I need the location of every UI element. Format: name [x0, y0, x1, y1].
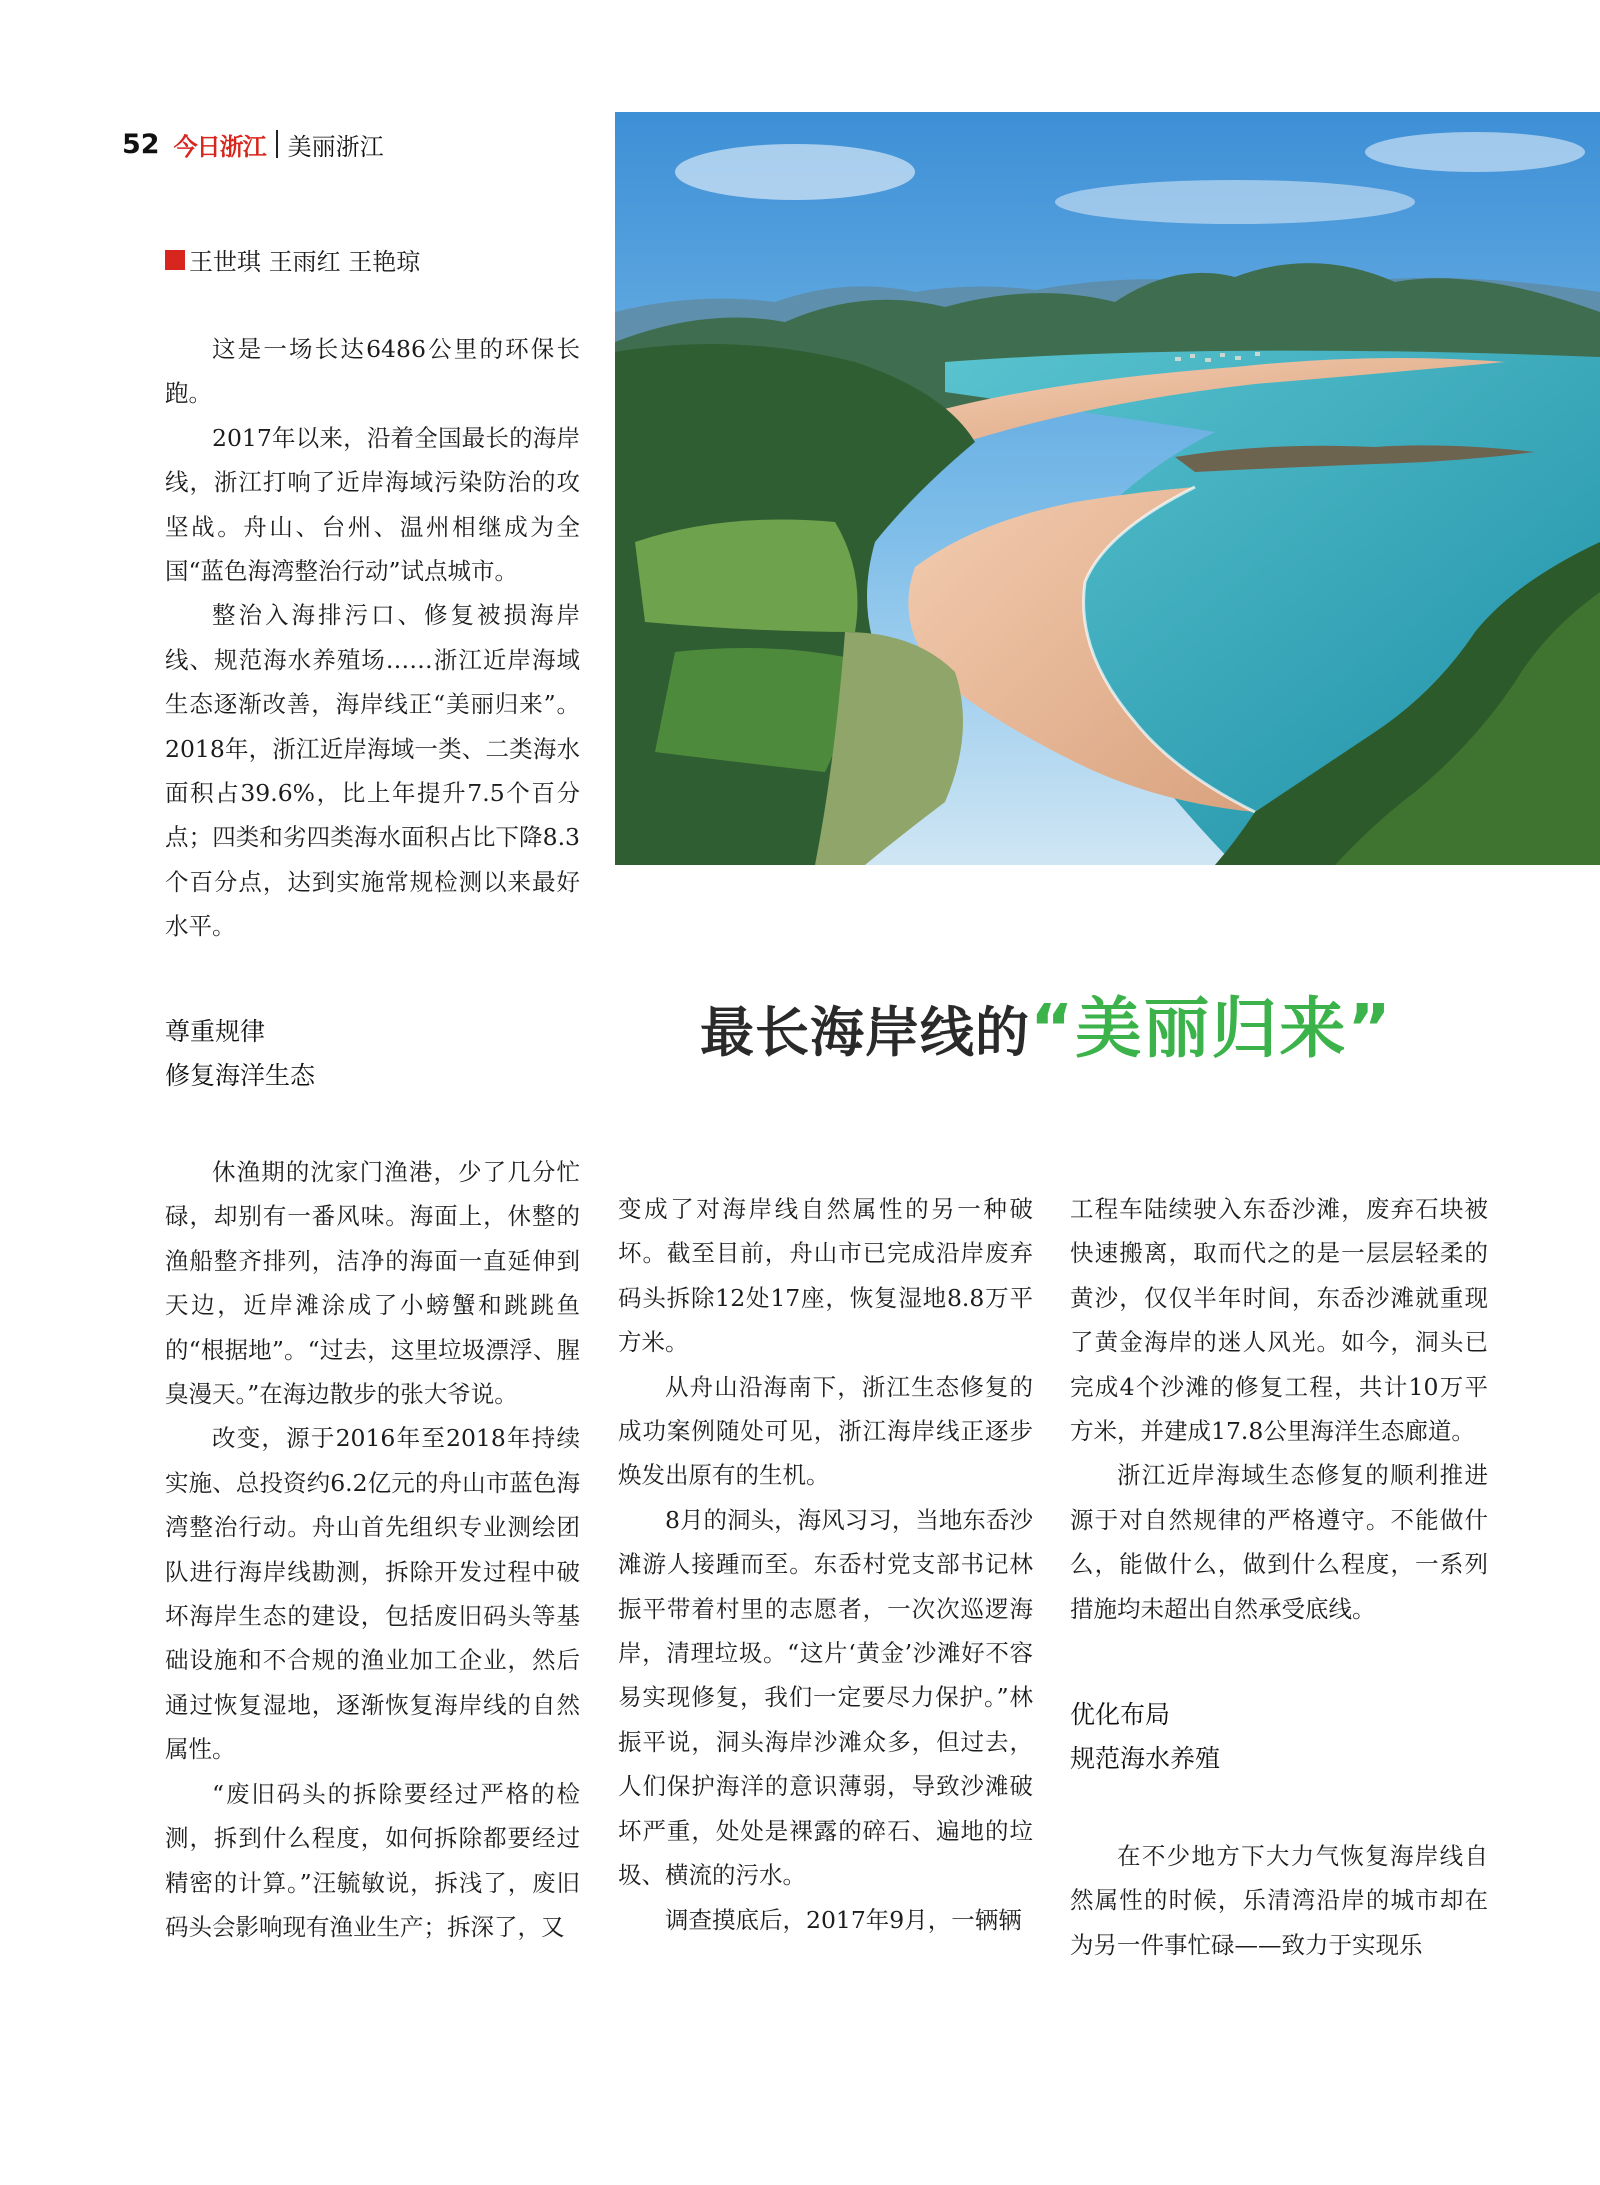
body-paragraph: 改变，源于2016年至2018年持续实施、总投资约6.2亿元的舟山市蓝色海湾整治行动。舟山首先组织专业测绘团队进行海岸线勘测，拆除开发过程中破坏海岸生态的建设，包括废旧码头等基础设施和不合规的渔业加工企业，然后通过恢复湿地，逐渐恢复海岸线的自然属性。 [165, 1424, 580, 1764]
intro-paragraph: 整治入海排污口、修复被损海岸线、规范海水养殖场……浙江近岸海域生态逐渐改善，海岸线正“美丽归来”。2018年，浙江近岸海域一类、二类海水面积占39.6%，比上年提升7.5个百分点；四类和劣四类海水面积占比下降8.3个百分点，达到实施常规检测以来最好水平。 [165, 601, 580, 941]
body-paragraph: 调查摸底后，2017年9月，一辆辆 [665, 1905, 1022, 1934]
byline-marker-icon [165, 250, 185, 270]
coastline-photo [615, 112, 1600, 865]
page-number: 52 [122, 128, 160, 160]
intro-paragraph: 这是一场长达6486公里的环保长跑。 [165, 335, 580, 408]
magazine-logo: 今日浙江 [173, 131, 266, 161]
column-3-body [1070, 1187, 1488, 1631]
section-name: 美丽浙江 [287, 132, 384, 161]
body-paragraph: 在不少地方下大力气恢复海岸线自然属性的时候，乐清湾沿岸的城市却在为另一件事忙碌——致力于实现乐 [1070, 1842, 1488, 1959]
intro-paragraph: 2017年以来，沿着全国最长的海岸线，浙江打响了近岸海域污染防治的攻坚战。舟山、台州、温州相继成为全国“蓝色海湾整治行动”试点城市。 [165, 423, 580, 586]
byline-authors: 王世琪 王雨红 王艳琼 [189, 248, 421, 276]
intro-text [165, 327, 580, 949]
body-paragraph: 变成了对海岸线自然属性的另一种破坏。截至目前，舟山市已完成沿岸废弃码头拆除12处17座，恢复湿地8.8万平方米。 [618, 1195, 1033, 1357]
column-1-body [165, 1150, 580, 1949]
body-paragraph: 工程车陆续驶入东岙沙滩，废弃石块被快速搬离，取而代之的是一层层轻柔的黄沙，仅仅半年时间，东岙沙滩就重现了黄金海岸的迷人风光。如今，洞头已完成4个沙滩的修复工程，共计10万平方米，并建成17.8公里海洋生态廊道。 [1070, 1195, 1488, 1446]
header-divider [276, 130, 278, 158]
section-heading-line: 修复海洋生态 [165, 1061, 316, 1090]
column-3-body-2 [1070, 1834, 1488, 1967]
title-part-2: “美丽归来” [1030, 990, 1393, 1067]
byline [165, 242, 420, 277]
section-heading-1 [165, 1010, 315, 1098]
section-heading-2 [1070, 1693, 1220, 1781]
column-2-body [618, 1187, 1033, 1942]
article-title [700, 975, 1393, 1070]
section-heading-line: 优化布局 [1070, 1700, 1171, 1729]
body-paragraph: 从舟山沿海南下，浙江生态修复的成功案例随处可见，浙江海岸线正逐步焕发出原有的生机。 [618, 1372, 1033, 1490]
body-paragraph: 8月的洞头，海风习习，当地东岙沙滩游人接踵而至。东岙村党支部书记林振平带着村里的志愿者，一次次巡逻海岸，清理垃圾。“这片‘黄金’沙滩好不容易实现修复，我们一定要尽力保护。”林振平说，洞头海岸沙滩众多，但过去，人们保护海洋的意识薄弱，导致沙滩破坏严重，处处是裸露的碎石、遍地的垃圾、横流的污水。 [618, 1505, 1033, 1890]
title-part-1: 最长海岸线的 [700, 1000, 1030, 1064]
section-heading-line: 尊重规律 [165, 1017, 266, 1046]
body-paragraph: 浙江近岸海域生态修复的顺利推进源于对自然规律的严格遵守。不能做什么，能做什么，做到什么程度，一系列措施均未超出自然承受底线。 [1070, 1461, 1488, 1623]
section-heading-line: 规范海水养殖 [1070, 1744, 1221, 1773]
body-paragraph: 休渔期的沈家门渔港，少了几分忙碌，却别有一番风味。海面上，休整的渔船整齐排列，洁净的海面一直延伸到天边，近岸滩涂成了小螃蟹和跳跳鱼的“根据地”。“过去，这里垃圾漂浮、腥臭漫天。”在海边散步的张大爷说。 [165, 1158, 580, 1409]
body-paragraph: “废旧码头的拆除要经过严格的检测，拆到什么程度，如何拆除都要经过精密的计算。”汪毓敏说，拆浅了，废旧码头会影响现有渔业生产；拆深了，又 [165, 1779, 580, 1941]
page-header [122, 124, 384, 164]
